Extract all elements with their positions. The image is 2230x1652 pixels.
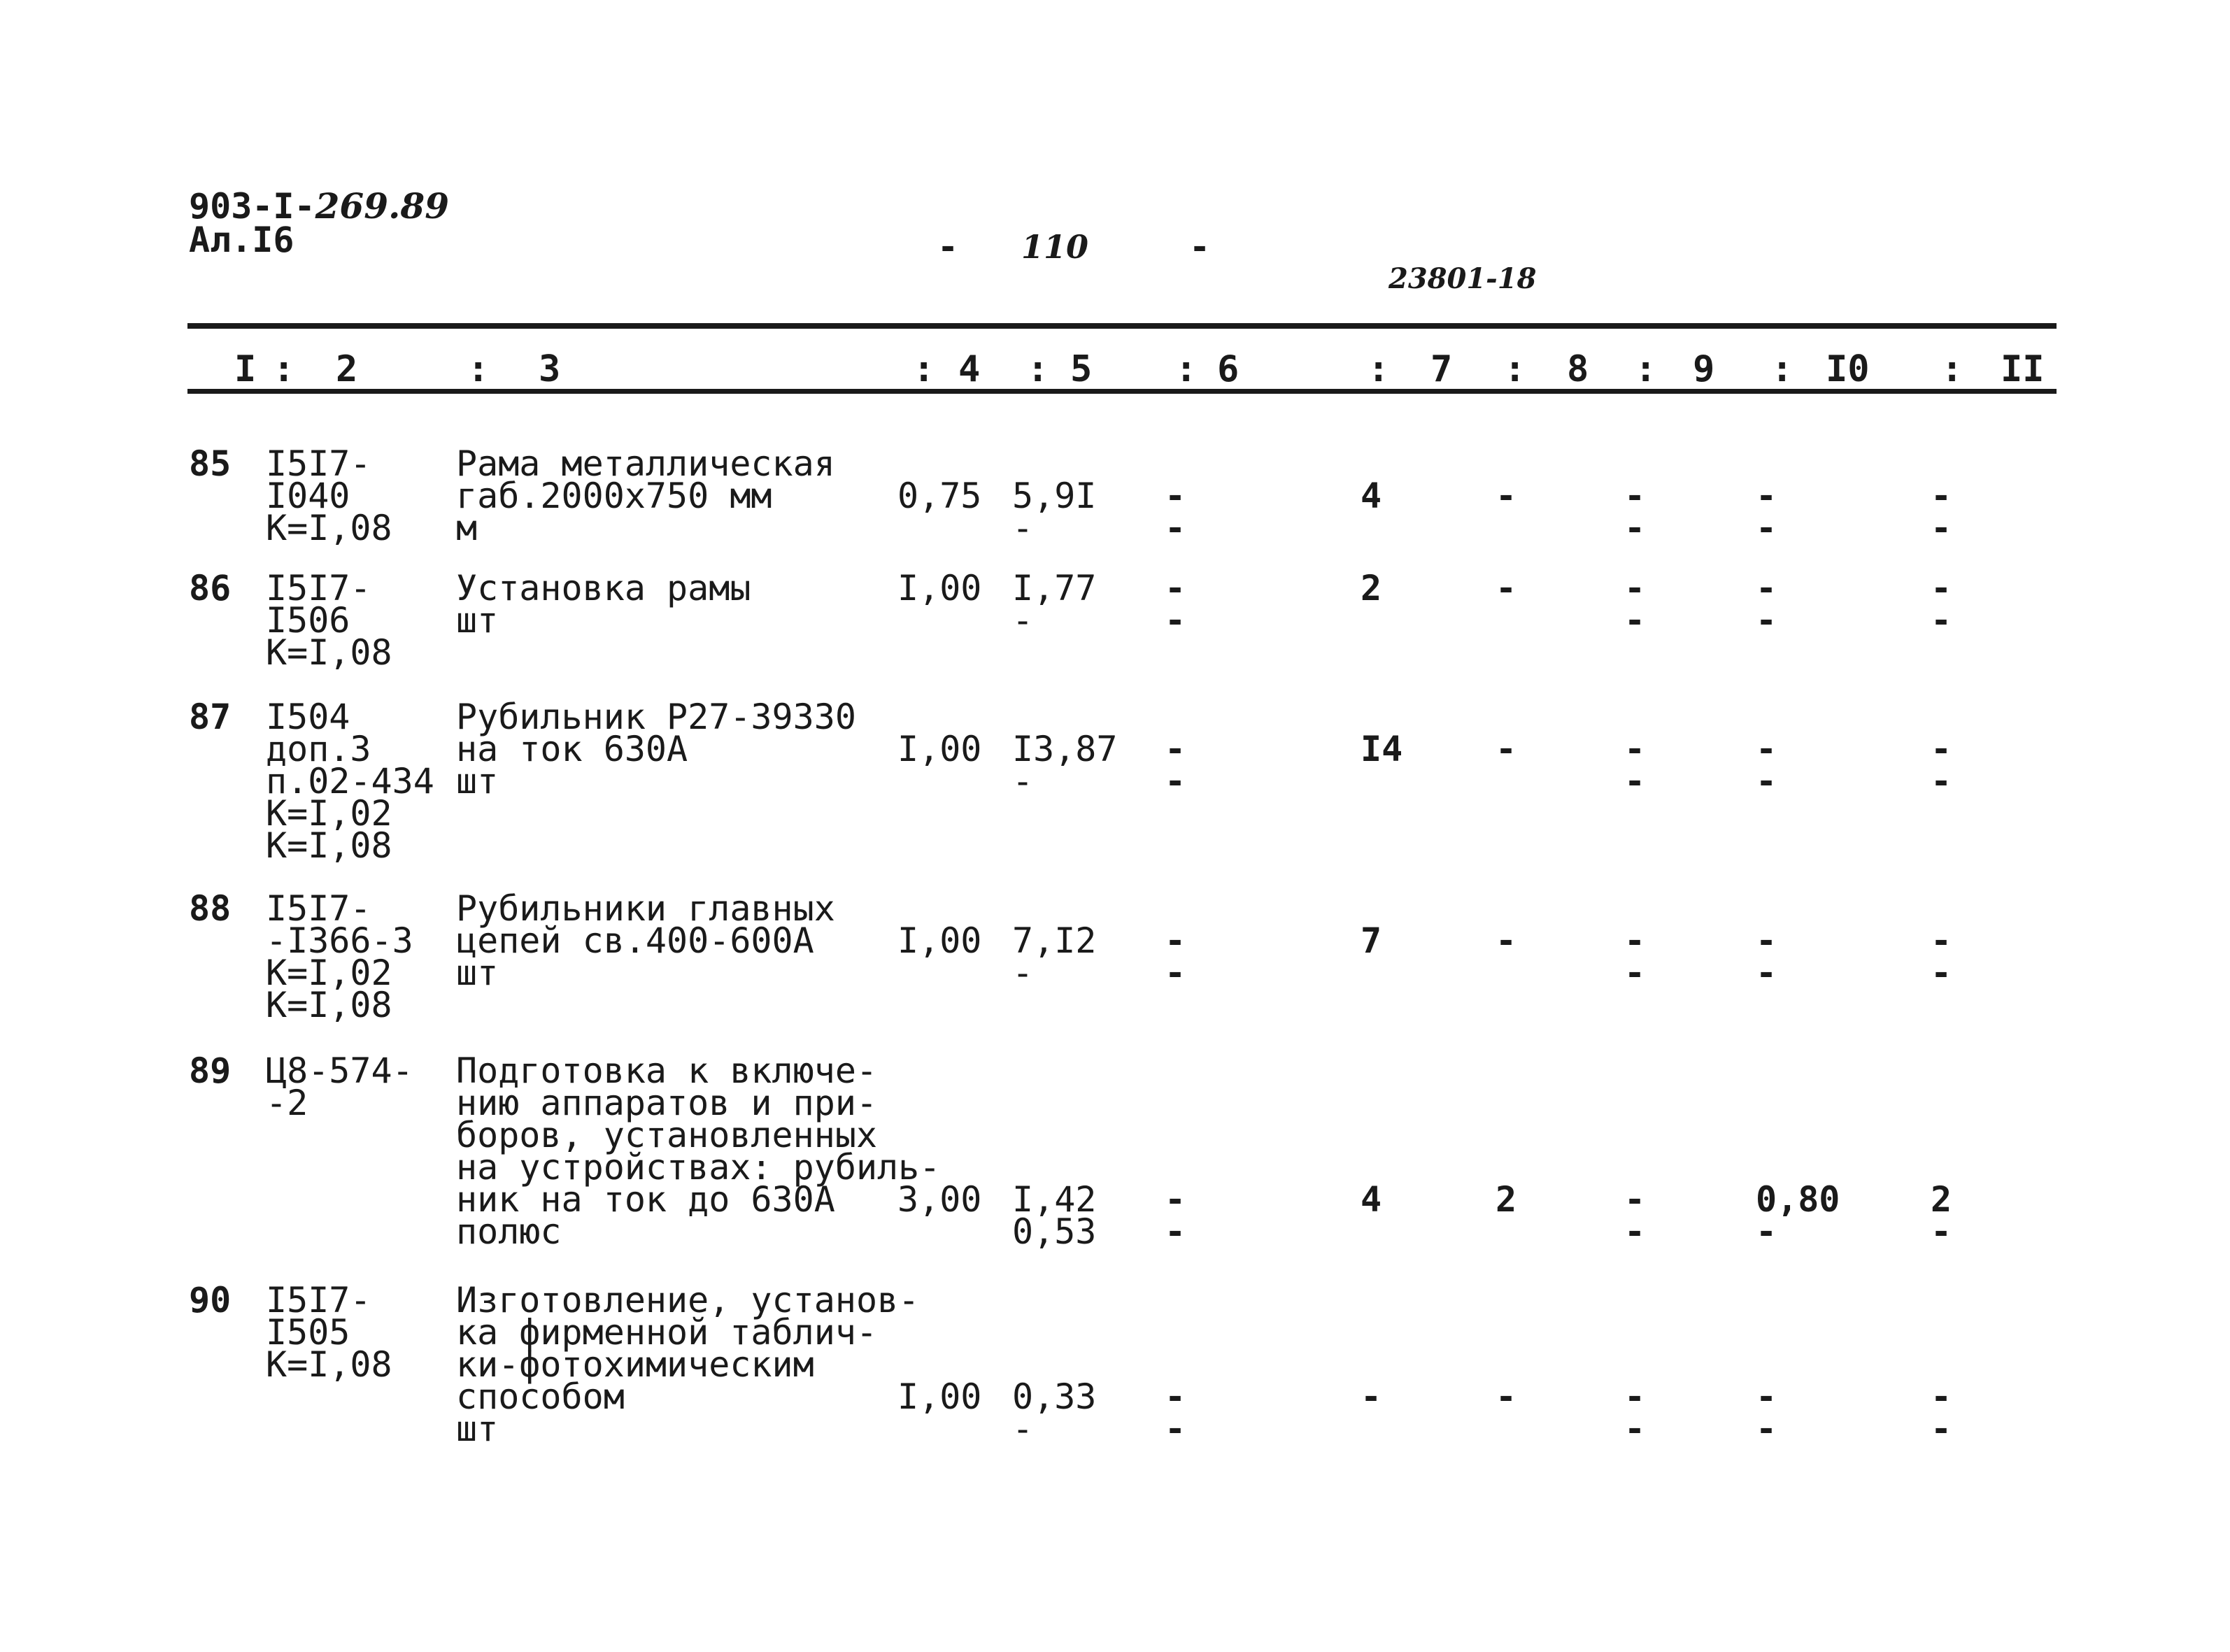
- col10-values: [1756, 729, 1777, 802]
- col5-values-line: I,77: [1012, 568, 1097, 608]
- column-separator: :: [1504, 348, 1526, 390]
- col9-values-line: -: [1624, 568, 1646, 608]
- col5-values-line: -: [1012, 508, 1034, 548]
- column-header-5: 5: [1070, 348, 1093, 390]
- col9-values: [1624, 476, 1646, 548]
- col10-values-line: -: [1756, 920, 1777, 961]
- col8-value: -: [1496, 1376, 1517, 1417]
- col5-values-line: 5,9I: [1012, 476, 1097, 516]
- col6-values: [1165, 476, 1186, 548]
- col11-values-line: -: [1931, 1211, 1952, 1252]
- item-name-line: Установка рамы: [456, 568, 751, 608]
- col5-values-line: 7,I2: [1012, 920, 1097, 961]
- document-code: [189, 185, 449, 227]
- quantity-value: I,00: [897, 1376, 982, 1417]
- col11-values: [1931, 1179, 1952, 1252]
- col9-values-line: -: [1624, 476, 1646, 516]
- item-name: [456, 443, 835, 548]
- row-number: 87: [189, 697, 232, 737]
- item-name-line: м: [456, 508, 478, 548]
- item-name-line: Рубильник Р27-39330: [456, 697, 856, 737]
- col9-values-line: -: [1624, 1409, 1646, 1449]
- column-header-2: 2: [336, 348, 358, 390]
- item-name-line: ки-фотохимическим: [456, 1344, 814, 1385]
- item-name: [456, 697, 856, 802]
- col11-values: [1931, 568, 1952, 641]
- col6-values-line: -: [1165, 920, 1186, 961]
- page-dash-left: -: [937, 227, 959, 267]
- item-name-line: шт: [456, 761, 499, 802]
- stamp-number: 23801-18: [1389, 262, 1537, 295]
- col9-values: [1624, 1179, 1646, 1252]
- col6-values-line: -: [1165, 1409, 1186, 1449]
- item-name-line: габ.2000х750 мм: [456, 476, 772, 516]
- row-number: 86: [189, 568, 232, 608]
- page-number: 110: [1021, 228, 1089, 266]
- item-name-line: шт: [456, 953, 499, 993]
- column-header-3: 3: [539, 348, 561, 390]
- column-header-10: I0: [1826, 348, 1870, 390]
- col10-values-line: -: [1756, 953, 1777, 993]
- column-separator: :: [1635, 348, 1657, 390]
- item-code-line: К=I,02: [266, 793, 392, 834]
- col11-values-line: -: [1931, 568, 1952, 608]
- album-label: Ал.I6: [189, 220, 294, 260]
- item-code: [266, 697, 434, 866]
- col10-values: [1756, 1179, 1840, 1252]
- quantity-value: 0,75: [897, 476, 982, 516]
- col6-values: [1165, 920, 1186, 993]
- document-code-printed: 903-I-: [189, 186, 315, 227]
- col9-values-line: -: [1624, 953, 1646, 993]
- col6-values: [1165, 729, 1186, 802]
- item-name-line: на ток 630А: [456, 729, 688, 769]
- col10-values: [1756, 568, 1777, 641]
- col9-values-line: -: [1624, 729, 1646, 769]
- col5-values: [1012, 476, 1097, 548]
- item-code-line: К=I,02: [266, 953, 392, 993]
- item-name-line: ник на ток до 630А: [456, 1179, 835, 1220]
- col8-value: -: [1496, 568, 1517, 608]
- col10-values-line: 0,80: [1756, 1179, 1840, 1220]
- col9-values-line: -: [1624, 920, 1646, 961]
- item-name-line: шт: [456, 600, 499, 641]
- col10-values-line: -: [1756, 568, 1777, 608]
- item-name-line: Изготовление, установ-: [456, 1280, 920, 1320]
- item-name: [456, 888, 835, 993]
- column-header-7: 7: [1430, 348, 1453, 390]
- col6-values-line: -: [1165, 476, 1186, 516]
- col7-value: 4: [1361, 476, 1382, 516]
- column-header-8: 8: [1567, 348, 1589, 390]
- col11-values: [1931, 476, 1952, 548]
- col5-values-line: -: [1012, 1409, 1034, 1449]
- item-code-line: I504: [266, 697, 350, 737]
- col5-values: [1012, 1376, 1097, 1449]
- col11-values: [1931, 729, 1952, 802]
- col11-values-line: -: [1931, 953, 1952, 993]
- col10-values-line: -: [1756, 508, 1777, 548]
- col6-values-line: -: [1165, 600, 1186, 641]
- item-code-line: доп.3: [266, 729, 371, 769]
- col11-values-line: -: [1931, 761, 1952, 802]
- quantity-value: I,00: [897, 920, 982, 961]
- col6-values: [1165, 1179, 1186, 1252]
- col9-values-line: -: [1624, 1376, 1646, 1417]
- col8-value: -: [1496, 920, 1517, 961]
- item-name: [456, 1280, 920, 1449]
- col6-values-line: -: [1165, 761, 1186, 802]
- item-code: [266, 1051, 413, 1123]
- col5-values-line: I3,87: [1012, 729, 1118, 769]
- item-code-line: -I366-3: [266, 920, 413, 961]
- column-separator: :: [1027, 348, 1049, 390]
- item-name-line: Рубильники главных: [456, 888, 835, 929]
- col6-values-line: -: [1165, 953, 1186, 993]
- row-number: 88: [189, 888, 232, 929]
- col8-value: -: [1496, 729, 1517, 769]
- page-dash-right: -: [1189, 227, 1211, 267]
- col10-values: [1756, 920, 1777, 993]
- item-code-line: I5I7-: [266, 1280, 371, 1320]
- col9-values: [1624, 568, 1646, 641]
- col11-values-line: -: [1931, 920, 1952, 961]
- col6-values-line: -: [1165, 1376, 1186, 1417]
- col7-value: 2: [1361, 568, 1382, 608]
- item-code-line: К=I,08: [266, 985, 392, 1025]
- col9-values-line: -: [1624, 1211, 1646, 1252]
- col6-values-line: -: [1165, 1211, 1186, 1252]
- document-code-handwritten: 269.89: [315, 185, 449, 227]
- column-header-4: 4: [958, 348, 981, 390]
- item-name-line: цепей св.400-600А: [456, 920, 814, 961]
- column-separator: :: [1771, 348, 1794, 390]
- item-name-line: Рама металлическая: [456, 443, 835, 484]
- item-name: [456, 568, 751, 641]
- item-code-line: К=I,08: [266, 632, 392, 673]
- col9-values: [1624, 1376, 1646, 1449]
- col11-values-line: -: [1931, 729, 1952, 769]
- col10-values-line: -: [1756, 761, 1777, 802]
- row-number: 89: [189, 1051, 232, 1091]
- item-code-line: п.02-434: [266, 761, 434, 802]
- col10-values-line: -: [1756, 1376, 1777, 1417]
- col7-value: I4: [1361, 729, 1403, 769]
- item-code-line: I506: [266, 600, 350, 641]
- col9-values-line: -: [1624, 761, 1646, 802]
- col6-values: [1165, 568, 1186, 641]
- col9-values: [1624, 729, 1646, 802]
- column-header-9: 9: [1693, 348, 1715, 390]
- col6-values-line: -: [1165, 568, 1186, 608]
- col11-values-line: -: [1931, 1376, 1952, 1417]
- col11-values-line: 2: [1931, 1179, 1952, 1220]
- item-name-line: Подготовка к включе-: [456, 1051, 878, 1091]
- col6-values-line: -: [1165, 1179, 1186, 1220]
- item-code-line: Ц8-574-: [266, 1051, 413, 1091]
- item-code-line: К=I,08: [266, 825, 392, 866]
- item-code-line: I505: [266, 1312, 350, 1353]
- item-code: [266, 1280, 392, 1385]
- item-code: [266, 888, 413, 1025]
- col10-values-line: -: [1756, 1409, 1777, 1449]
- col7-value: 7: [1361, 920, 1382, 961]
- col5-values-line: -: [1012, 953, 1034, 993]
- col5-values-line: 0,33: [1012, 1376, 1097, 1417]
- item-name-line: шт: [456, 1409, 499, 1449]
- col6-values-line: -: [1165, 508, 1186, 548]
- col5-values: [1012, 1179, 1097, 1252]
- col10-values-line: -: [1756, 600, 1777, 641]
- item-code-line: I5I7-: [266, 443, 371, 484]
- col5-values-line: 0,53: [1012, 1211, 1097, 1252]
- col11-values-line: -: [1931, 600, 1952, 641]
- col9-values-line: -: [1624, 600, 1646, 641]
- row-number: 90: [189, 1280, 232, 1320]
- item-name: [456, 1051, 941, 1252]
- item-name-line: боров, установленных: [456, 1115, 878, 1155]
- col5-values: [1012, 920, 1097, 993]
- col11-values-line: -: [1931, 1409, 1952, 1449]
- col10-values: [1756, 1376, 1777, 1449]
- column-header-11: II: [2001, 348, 2045, 390]
- col7-value: -: [1361, 1376, 1382, 1417]
- item-code-line: -2: [266, 1083, 308, 1123]
- col6-values: [1165, 1376, 1186, 1449]
- quantity-value: 3,00: [897, 1179, 982, 1220]
- column-separator: :: [1368, 348, 1390, 390]
- col11-values-line: -: [1931, 476, 1952, 516]
- col6-values-line: -: [1165, 729, 1186, 769]
- row-number: 85: [189, 443, 232, 484]
- col5-values: [1012, 568, 1097, 641]
- column-separator: :: [1941, 348, 1963, 390]
- item-code-line: I040: [266, 476, 350, 516]
- col5-values-line: I,42: [1012, 1179, 1097, 1220]
- item-name-line: ка фирменной таблич-: [456, 1312, 878, 1353]
- quantity-value: I,00: [897, 568, 982, 608]
- item-name-line: полюс: [456, 1211, 562, 1252]
- col7-value: 4: [1361, 1179, 1382, 1220]
- col11-values: [1931, 920, 1952, 993]
- column-header-6: 6: [1217, 348, 1240, 390]
- col5-values: [1012, 729, 1118, 802]
- column-header-1: I: [234, 348, 257, 390]
- col9-values: [1624, 920, 1646, 993]
- item-code-line: К=I,08: [266, 508, 392, 548]
- col8-value: 2: [1496, 1179, 1517, 1220]
- col10-values-line: -: [1756, 1211, 1777, 1252]
- item-code: [266, 443, 392, 548]
- col5-values-line: -: [1012, 761, 1034, 802]
- col10-values: [1756, 476, 1777, 548]
- item-name-line: способом: [456, 1376, 625, 1417]
- item-code-line: I5I7-: [266, 888, 371, 929]
- item-name-line: на устройствах: рубиль-: [456, 1147, 941, 1188]
- item-name-line: нию аппаратов и при-: [456, 1083, 878, 1123]
- col11-values-line: -: [1931, 508, 1952, 548]
- column-separator: :: [913, 348, 935, 390]
- column-separator: :: [1175, 348, 1198, 390]
- item-code: [266, 568, 392, 673]
- col11-values: [1931, 1376, 1952, 1449]
- quantity-value: I,00: [897, 729, 982, 769]
- col10-values-line: -: [1756, 476, 1777, 516]
- column-separator: :: [467, 348, 490, 390]
- col5-values-line: -: [1012, 600, 1034, 641]
- col8-value: -: [1496, 476, 1517, 516]
- table-top-rule: [187, 323, 2057, 329]
- col9-values-line: -: [1624, 508, 1646, 548]
- item-code-line: К=I,08: [266, 1344, 392, 1385]
- col9-values-line: -: [1624, 1179, 1646, 1220]
- item-code-line: I5I7-: [266, 568, 371, 608]
- column-separator: :: [273, 348, 295, 390]
- col10-values-line: -: [1756, 729, 1777, 769]
